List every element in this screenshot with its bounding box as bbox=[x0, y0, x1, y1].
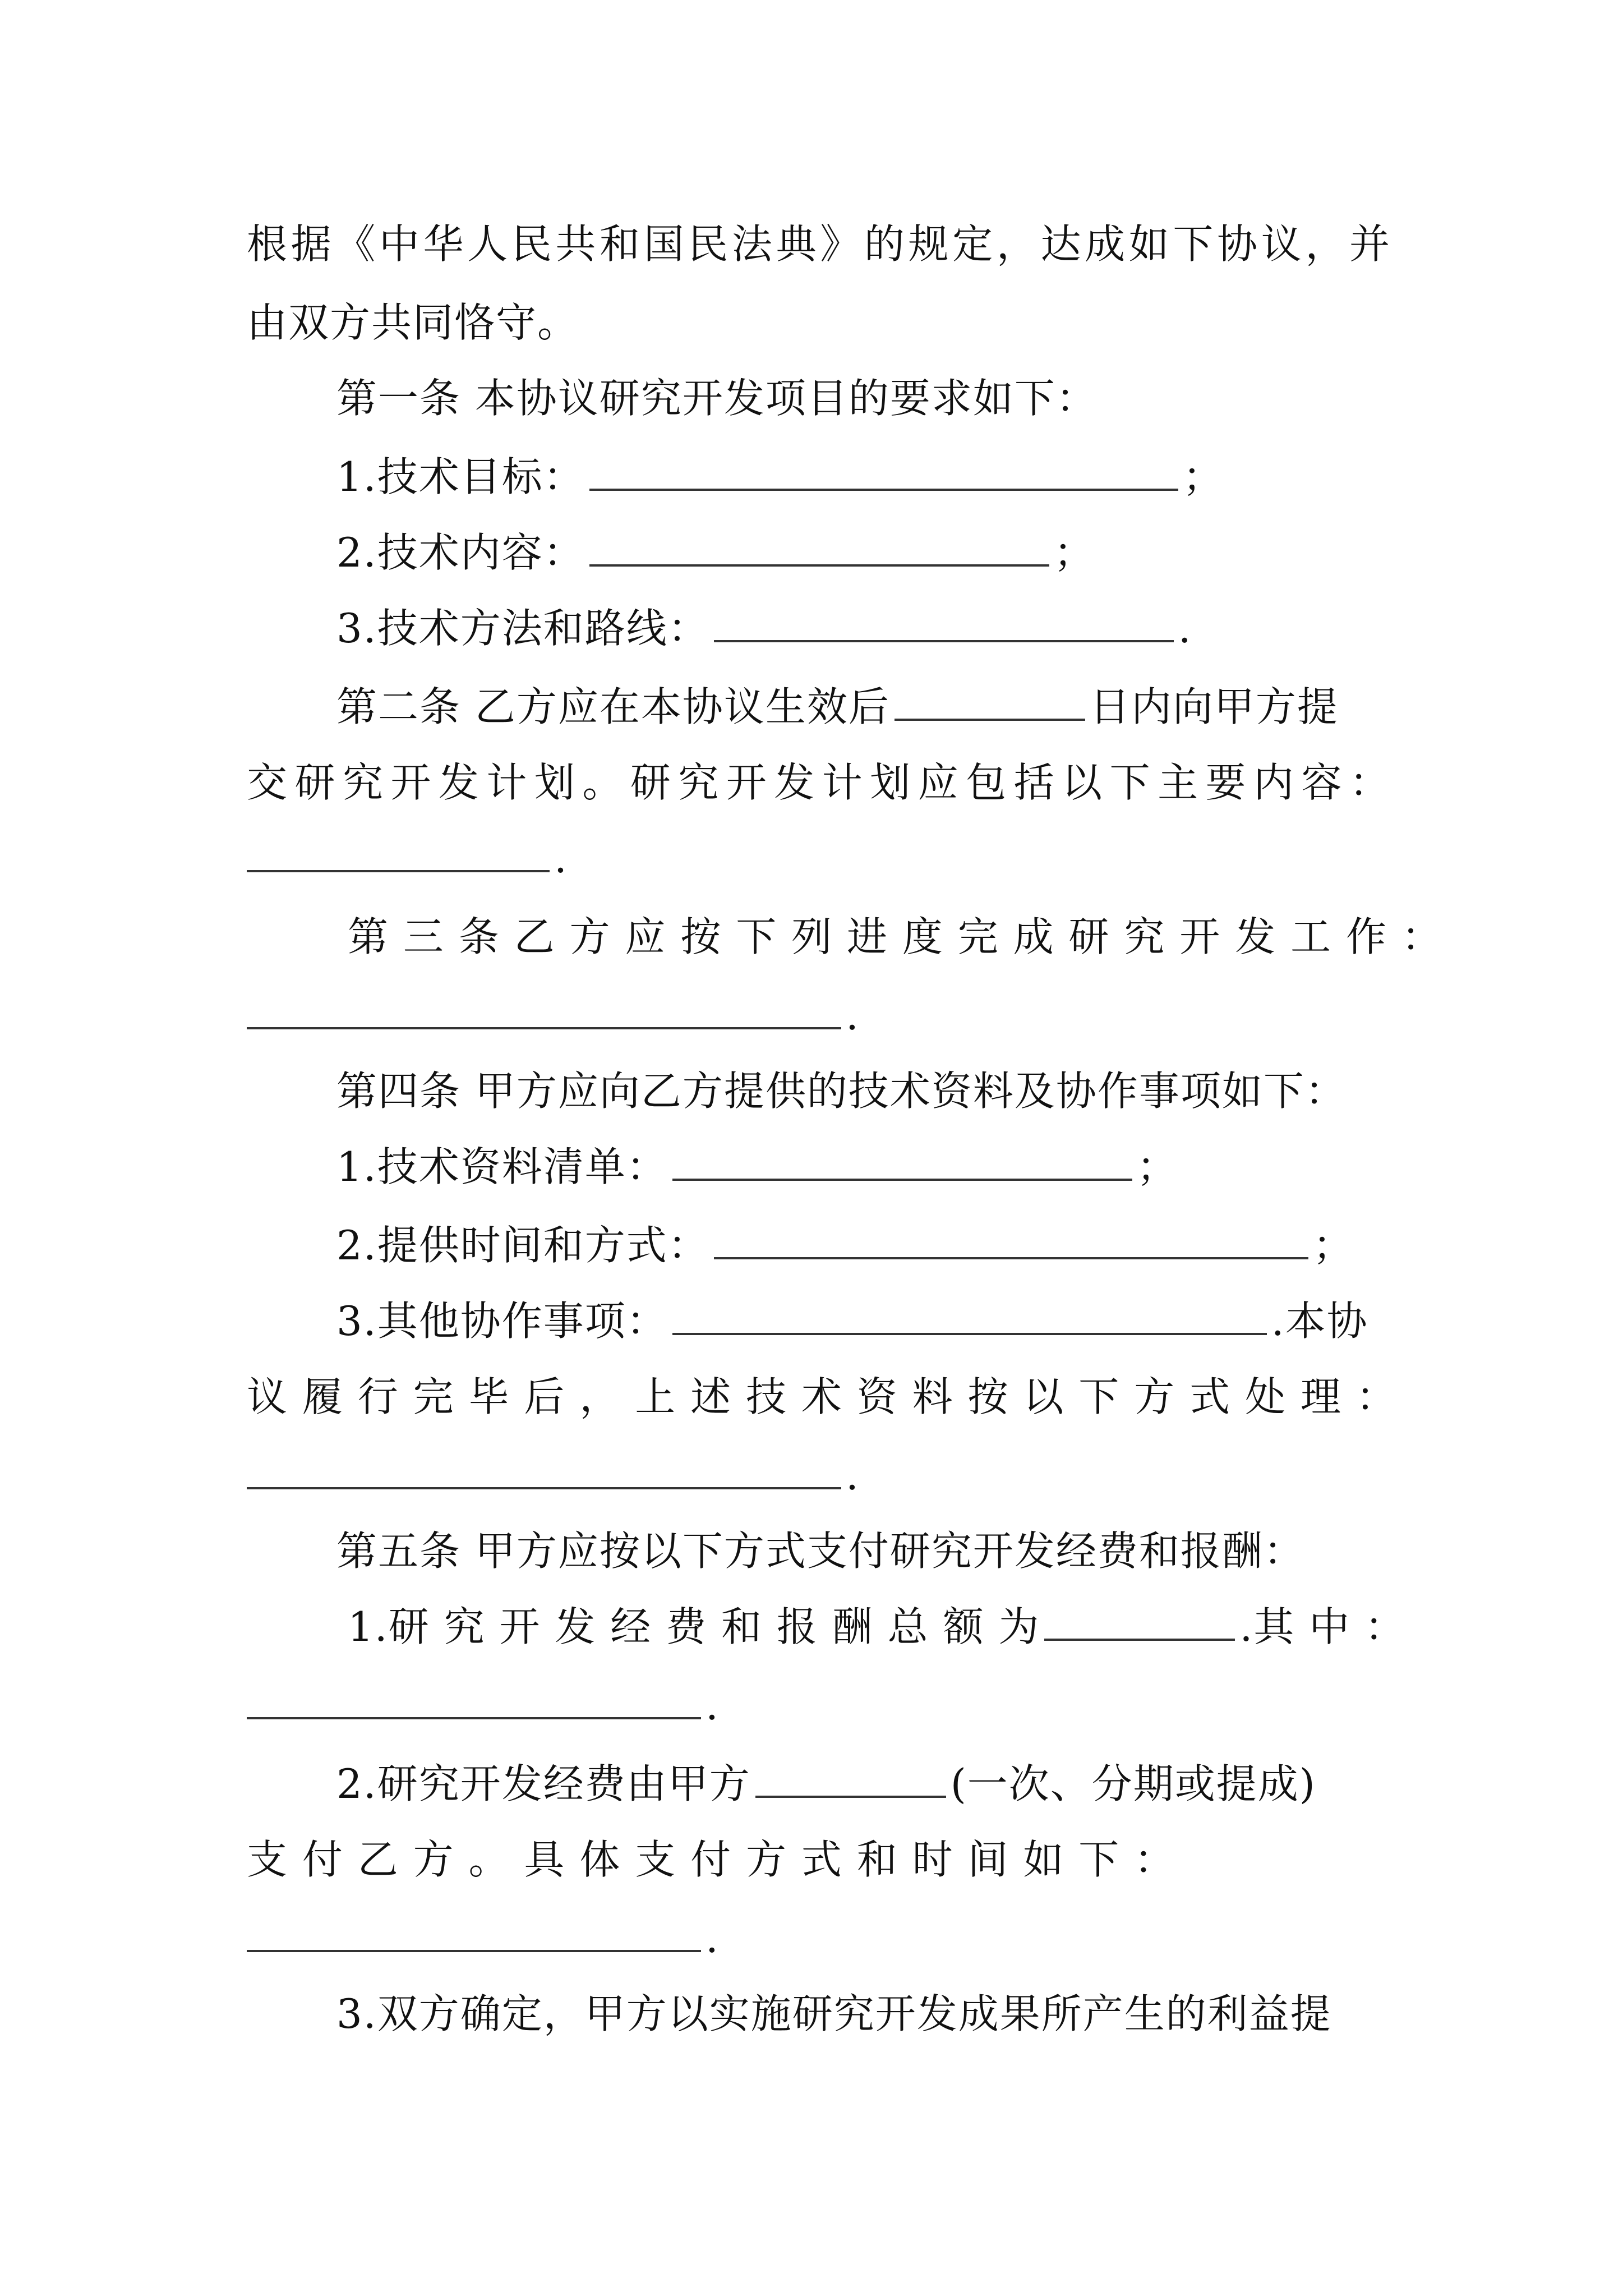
fill-in-blank[interactable] bbox=[672, 1297, 1267, 1335]
article-4-cont bbox=[247, 1366, 1398, 1428]
punctuation: ； bbox=[1136, 1143, 1178, 1190]
line-text: 第 三 条 乙 方 应 按 下 列 进 度 完 成 研 究 开 发 工 作 ： bbox=[348, 913, 1443, 960]
punctuation: . bbox=[1178, 605, 1192, 652]
fill-in-blank[interactable] bbox=[247, 991, 841, 1029]
fill-in-blank[interactable] bbox=[1044, 1603, 1235, 1641]
punctuation: . bbox=[706, 1915, 720, 1962]
line-text: .本协 bbox=[1271, 1297, 1368, 1345]
punctuation: . bbox=[846, 1452, 860, 1499]
fill-in-blank[interactable] bbox=[589, 453, 1178, 491]
article-4-item-1 bbox=[336, 1136, 1391, 1198]
article-5-item-1 bbox=[348, 1596, 1407, 1658]
article-1-item-3 bbox=[336, 597, 1391, 659]
article-5-item-2 bbox=[336, 1753, 1391, 1815]
fill-in-blank[interactable] bbox=[672, 1143, 1132, 1181]
punctuation: . bbox=[846, 992, 860, 1039]
article-4-blank bbox=[247, 1444, 1391, 1506]
fill-in-blank[interactable] bbox=[247, 1914, 701, 1952]
item-label: 2.研究开发经费由甲方 bbox=[336, 1760, 751, 1807]
line-text: .其 中 ： bbox=[1239, 1603, 1407, 1650]
line-text: 支 付 乙 方 。 具 体 支 付 方 式 和 时 间 如 下 ： bbox=[247, 1836, 1176, 1883]
item-label: 2.技术内容： bbox=[336, 529, 585, 576]
line-text: 3.双方确定，甲方以实施研究开发成果所产生的利益提 bbox=[336, 1990, 1332, 2037]
article-5-item-2-blank bbox=[247, 1907, 1391, 1969]
punctuation: ； bbox=[1053, 529, 1095, 576]
item-label: 1.研 究 开 发 经 费 和 报 酬 总 额 为 bbox=[348, 1603, 1040, 1650]
line-text: (一次、分期或提成) bbox=[950, 1760, 1316, 1807]
article-2-line-2 bbox=[247, 752, 1391, 813]
article-4-item-2 bbox=[336, 1214, 1391, 1276]
article-1-item-2 bbox=[336, 522, 1391, 583]
fill-in-blank[interactable] bbox=[755, 1760, 946, 1798]
line-text: 由双方共同恪守。 bbox=[247, 299, 579, 346]
punctuation: . bbox=[554, 835, 568, 882]
article-2-line-1 bbox=[336, 676, 1391, 738]
punctuation: ； bbox=[1182, 453, 1224, 500]
article-5-item-1-blank bbox=[247, 1674, 1391, 1736]
item-label: 1.技术目标： bbox=[336, 453, 585, 500]
fill-in-blank[interactable] bbox=[714, 604, 1174, 642]
line-text: 第二条 乙方应在本协议生效后 bbox=[336, 683, 890, 730]
article-1-title bbox=[336, 367, 1391, 429]
item-label: 2.提供时间和方式： bbox=[336, 1222, 709, 1269]
punctuation: . bbox=[706, 1682, 720, 1729]
article-2-line-3 bbox=[247, 827, 1391, 889]
fill-in-blank[interactable] bbox=[247, 1451, 841, 1489]
line-text: 根据《中华人民共和国民法典》的规定，达成如下协议，并 bbox=[247, 220, 1391, 268]
line-text: 第四条 甲方应向乙方提供的技术资料及协作事项如下： bbox=[336, 1068, 1347, 1115]
article-5-item-3 bbox=[336, 1983, 1391, 2045]
article-4-item-3 bbox=[336, 1290, 1391, 1352]
item-label: 3.其他协作事项： bbox=[336, 1297, 668, 1345]
fill-in-blank[interactable] bbox=[714, 1221, 1308, 1259]
line-text: 交研究开发计划。研究开发计划应包括以下主要内容： bbox=[247, 759, 1391, 806]
paragraph-line bbox=[247, 213, 1391, 275]
article-4-title bbox=[336, 1060, 1391, 1122]
item-label: 1.技术资料清单： bbox=[336, 1143, 668, 1190]
line-text: 日内向甲方提 bbox=[1089, 683, 1339, 730]
line-text: 第一条 本协议研究开发项目的要求如下： bbox=[336, 375, 1098, 422]
fill-in-blank[interactable] bbox=[895, 683, 1085, 721]
paragraph-line bbox=[247, 292, 1391, 353]
line-text: 第五条 甲方应按以下方式支付研究开发经费和报酬： bbox=[336, 1527, 1305, 1575]
fill-in-blank[interactable] bbox=[247, 1681, 701, 1719]
article-5-item-2-cont bbox=[247, 1829, 1391, 1890]
item-label: 3.技术方法和路线： bbox=[336, 605, 709, 652]
line-text: 议 履 行 完 毕 后 ， 上 述 技 术 资 料 按 以 下 方 式 处 理 ： bbox=[247, 1373, 1398, 1420]
article-5-title bbox=[336, 1520, 1391, 1582]
fill-in-blank[interactable] bbox=[247, 834, 550, 872]
article-1-item-1 bbox=[336, 446, 1391, 508]
article-3-line-2 bbox=[247, 984, 1391, 1046]
punctuation: ； bbox=[1312, 1222, 1354, 1269]
article-3-line-1 bbox=[348, 906, 1443, 968]
fill-in-blank[interactable] bbox=[589, 528, 1049, 567]
